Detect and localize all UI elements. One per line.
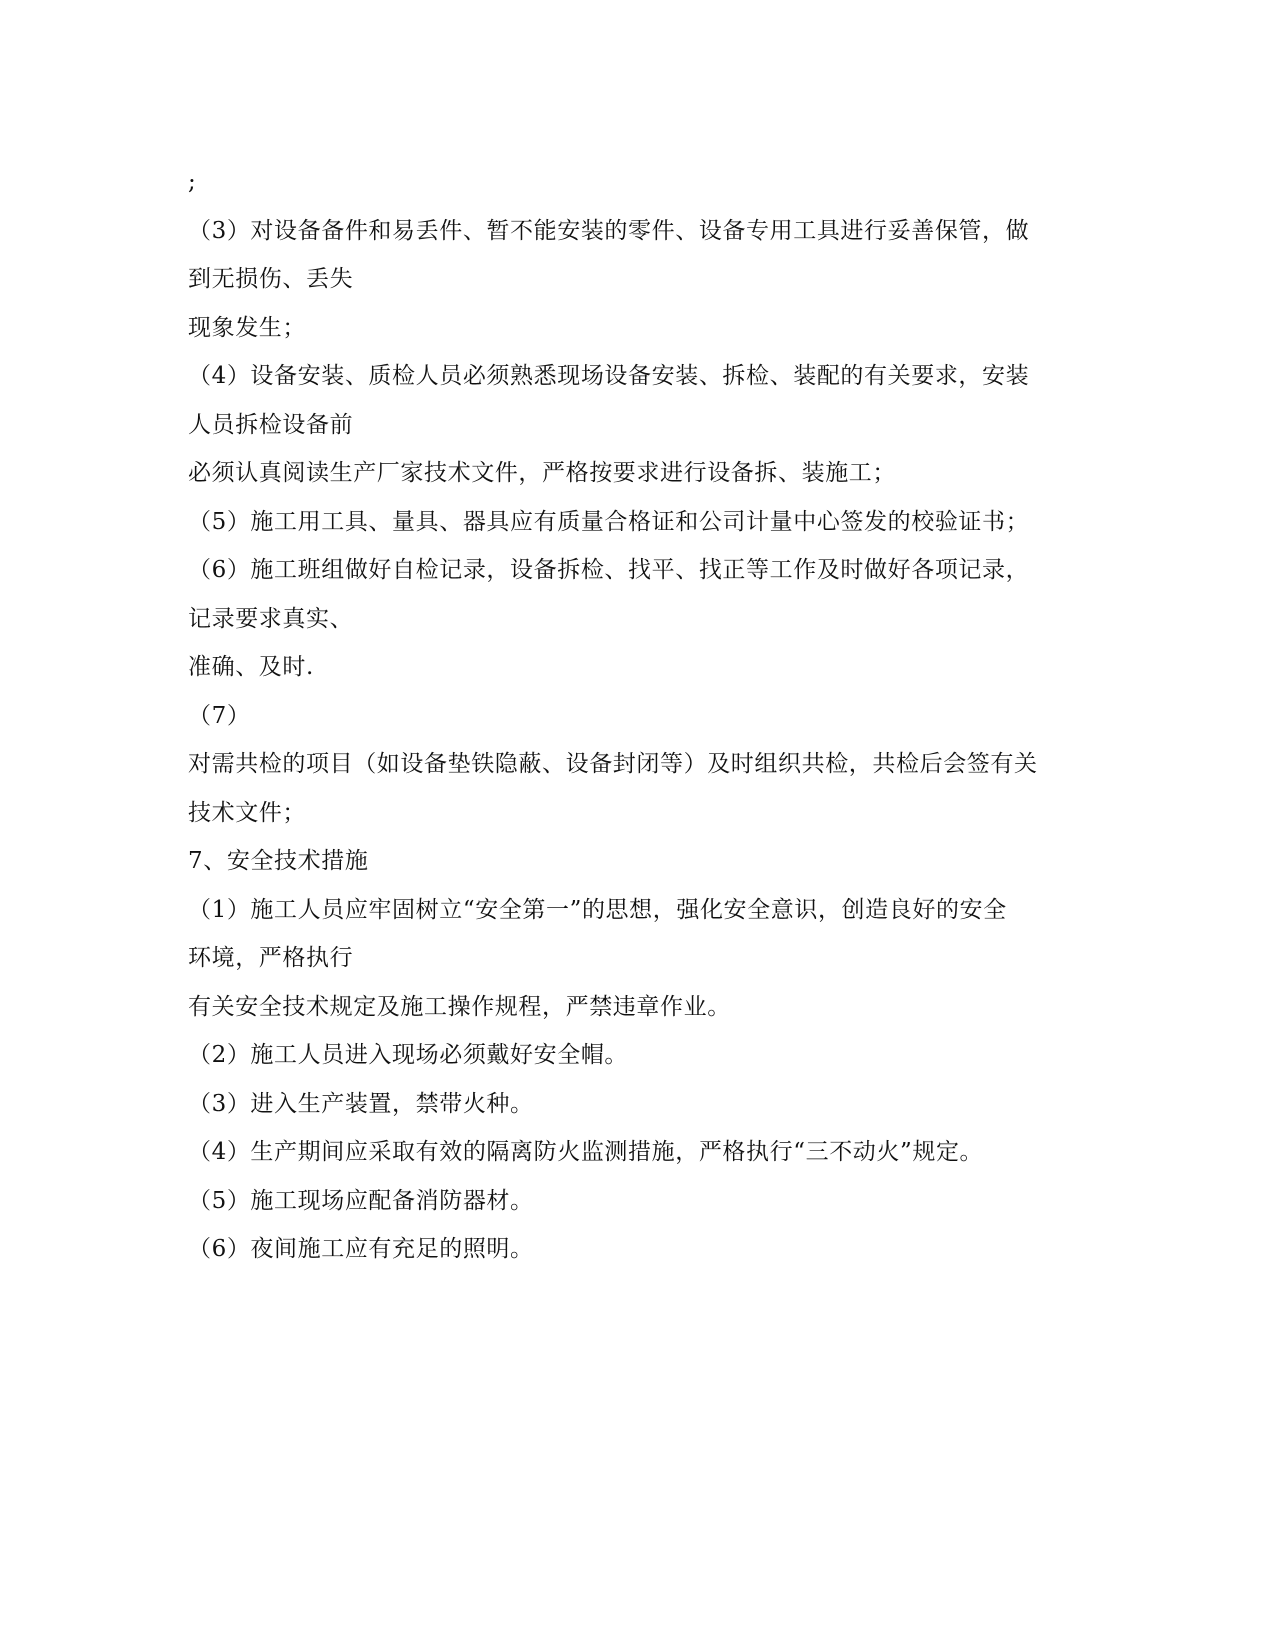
- text-line-safety-4: （4）生产期间应采取有效的隔离防火监测措施，严格执行“三不动火”规定。: [188, 1139, 984, 1165]
- text-line-safety-1-cont: 环境，严格执行: [188, 945, 354, 971]
- text-line-safety-3: （3）进入生产装置，禁带火种。: [188, 1090, 534, 1117]
- section-heading-safety: 7、安全技术措施: [188, 848, 369, 874]
- text-line-item-7: （7）: [188, 702, 251, 729]
- text-line-item-7-cont: 对需共检的项目（如设备垫铁隐蔽、设备封闭等）及时组织共检，共检后会签有关: [188, 751, 1038, 777]
- text-line-safety-2: （2）施工人员进入现场必须戴好安全帽。: [188, 1042, 629, 1068]
- text-line-item-6: （6）施工班组做好自检记录，设备拆检、找平、找正等工作及时做好各项记录，: [188, 557, 1030, 583]
- text-line-item-5: （5）施工用工具、量具、器具应有质量合格证和公司计量中心签发的校验证书；: [188, 508, 1030, 535]
- text-line-safety-5: （5）施工现场应配备消防器材。: [188, 1187, 534, 1214]
- text-line-safety-6: （6）夜间施工应有充足的照明。: [188, 1236, 534, 1262]
- document-body: [188, 158, 1088, 1274]
- text-line-item-4-cont2: 必须认真阅读生产厂家技术文件，严格按要求进行设备拆、装施工；: [188, 460, 896, 486]
- text-line-item-4-cont: 人员拆检设备前: [188, 411, 354, 438]
- text-line-safety-1: （1）施工人员应牢固树立“安全第一”的思想，强化安全意识，创造良好的安全: [188, 896, 1007, 923]
- text-line-item-6-cont2: 准确、及时.: [188, 654, 314, 680]
- text-line-item-6-cont: 记录要求真实、: [188, 605, 354, 632]
- text-line-item-3-cont: 到无损伤、丢失: [188, 266, 354, 292]
- text-line-item-4: （4）设备安装、质检人员必须熟悉现场设备安装、拆检、装配的有关要求，安装: [188, 363, 1030, 389]
- text-line-semicolon: ;: [188, 169, 197, 195]
- text-line-item-3-cont2: 现象发生；: [188, 314, 306, 341]
- text-line-item-7-cont2: 技术文件；: [188, 799, 306, 826]
- text-line-item-3: （3）对设备备件和易丢件、暂不能安装的零件、设备专用工具进行妥善保管，做: [188, 217, 1030, 244]
- text-line-safety-1-cont2: 有关安全技术规定及施工操作规程，严禁违章作业。: [188, 993, 731, 1020]
